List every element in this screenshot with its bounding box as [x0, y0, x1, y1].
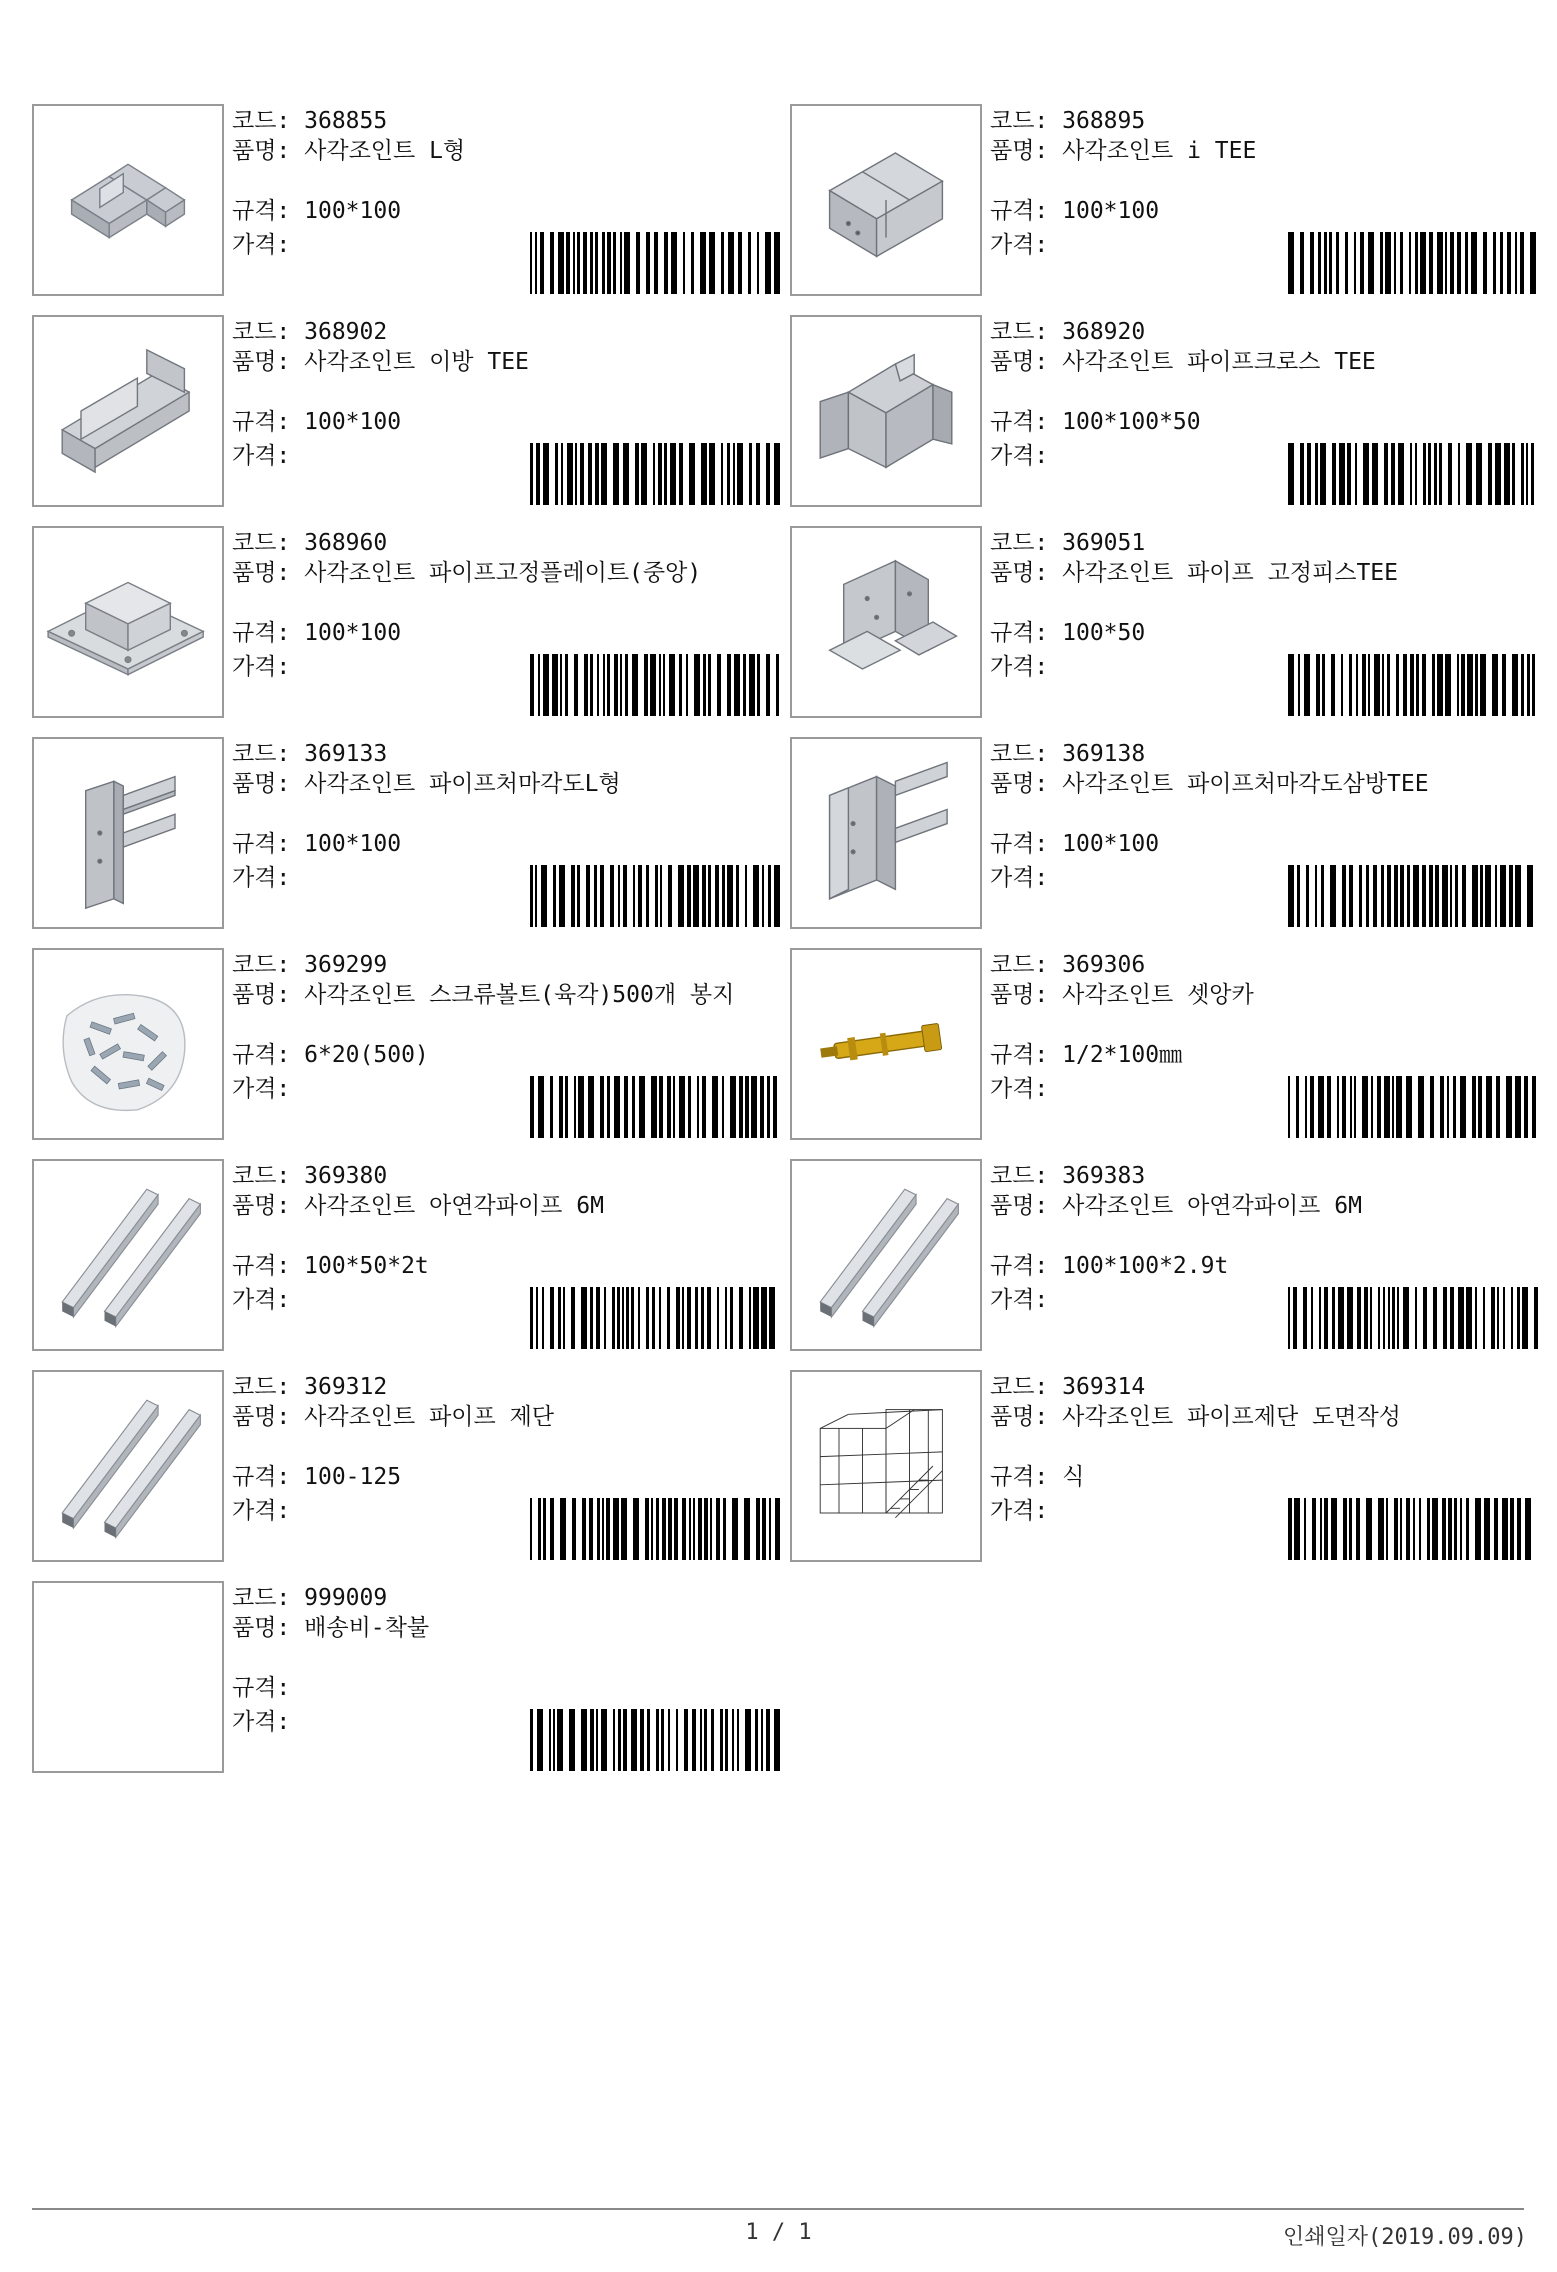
product-price: 가격: [232, 232, 291, 258]
product-card [790, 948, 1530, 1140]
product-code: 코드: 999009 [232, 1585, 388, 1611]
product-price: 가격: [990, 1498, 1049, 1524]
product-thumbnail [790, 737, 982, 929]
product-price: 가격: [232, 654, 291, 680]
product-thumbnail [32, 1159, 224, 1351]
barcode [530, 1709, 780, 1771]
barcode [1288, 1287, 1538, 1349]
product-info [232, 104, 772, 296]
product-spec: 규격: 100*100 [232, 198, 402, 224]
product-info [990, 526, 1530, 718]
product-card [790, 526, 1530, 718]
product-thumbnail [32, 104, 224, 296]
product-card [790, 1159, 1530, 1351]
product-code: 코드: 368895 [990, 108, 1146, 134]
page-number: 1 / 1 [745, 2220, 812, 2245]
product-spec: 규격: 100*100 [232, 409, 402, 435]
product-price: 가격: [232, 1076, 291, 1102]
product-thumbnail [32, 526, 224, 718]
pipe-cross-tee-icon [792, 317, 980, 505]
product-name: 품명: 사각조인트 이방 TEE [232, 349, 529, 375]
eave-angle-three-way-tee-icon [792, 739, 980, 927]
barcode [530, 1076, 780, 1138]
product-price: 가격: [990, 654, 1049, 680]
product-card [32, 1581, 772, 1773]
barcode [530, 1287, 780, 1349]
barcode [530, 654, 780, 716]
product-code: 코드: 369051 [990, 530, 1146, 556]
barcode [1288, 443, 1538, 505]
barcode [1288, 232, 1538, 294]
product-info [232, 526, 772, 718]
product-name: 품명: 사각조인트 파이프처마각도삼방TEE [990, 771, 1429, 797]
product-spec: 규격: 100*100*2.9t [990, 1253, 1229, 1279]
square-pipe-icon [34, 1161, 222, 1349]
product-info [990, 1159, 1530, 1351]
footer-divider [32, 2208, 1524, 2210]
product-info [990, 948, 1530, 1140]
product-name: 품명: 사각조인트 파이프제단 도면작성 [990, 1404, 1401, 1430]
product-thumbnail [32, 1370, 224, 1562]
product-code: 코드: 368960 [232, 530, 388, 556]
product-price: 가격: [232, 865, 291, 891]
product-spec: 규격: 100*100 [990, 198, 1160, 224]
product-info [232, 737, 772, 929]
product-name: 품명: 사각조인트 L형 [232, 138, 466, 164]
product-price: 가격: [990, 443, 1049, 469]
product-info [990, 1370, 1530, 1562]
product-card [32, 104, 772, 296]
product-name: 품명: 사각조인트 파이프 제단 [232, 1404, 555, 1430]
product-spec: 규격: 100*50*2t [232, 1253, 429, 1279]
product-price: 가격: [232, 1287, 291, 1313]
product-price: 가격: [990, 865, 1049, 891]
product-code: 코드: 369138 [990, 741, 1146, 767]
product-card [790, 315, 1530, 507]
square-pipe-icon [792, 1161, 980, 1349]
product-card [32, 948, 772, 1140]
product-thumbnail [790, 1159, 982, 1351]
product-spec: 규격: [232, 1675, 291, 1701]
i-tee-icon [792, 106, 980, 294]
product-spec: 규격: 100-125 [232, 1464, 402, 1490]
structure-drawing-icon [792, 1372, 980, 1560]
product-name: 품명: 사각조인트 파이프처마각도L형 [232, 771, 621, 797]
product-code: 코드: 369133 [232, 741, 388, 767]
product-name: 품명: 배송비-착불 [232, 1615, 430, 1641]
product-info [990, 104, 1530, 296]
product-spec: 규격: 100*50 [990, 620, 1146, 646]
screw-bag-icon [34, 950, 222, 1138]
product-price: 가격: [232, 443, 291, 469]
product-code: 코드: 368902 [232, 319, 388, 345]
product-thumbnail [790, 948, 982, 1140]
product-card [32, 1370, 772, 1562]
product-info [232, 315, 772, 507]
product-card [790, 104, 1530, 296]
barcode [530, 232, 780, 294]
product-thumbnail [32, 1581, 224, 1773]
barcode [530, 1498, 780, 1560]
set-anchor-icon [792, 950, 980, 1138]
product-card [32, 737, 772, 929]
product-code: 코드: 368855 [232, 108, 388, 134]
product-code: 코드: 369380 [232, 1163, 388, 1189]
product-thumbnail [790, 315, 982, 507]
pipe-fixing-plate-icon [34, 528, 222, 716]
product-info [232, 1159, 772, 1351]
l-joint-icon [34, 106, 222, 294]
product-thumbnail [32, 315, 224, 507]
product-price: 가격: [990, 1287, 1049, 1313]
product-name: 품명: 사각조인트 파이프고정플레이트(중앙) [232, 560, 702, 586]
product-name: 품명: 사각조인트 셋앙카 [990, 982, 1254, 1008]
product-name: 품명: 사각조인트 아연각파이프 6M [990, 1193, 1362, 1219]
barcode [1288, 654, 1538, 716]
product-name: 품명: 사각조인트 파이프크로스 TEE [990, 349, 1376, 375]
product-code: 코드: 369306 [990, 952, 1146, 978]
product-spec: 규격: 100*100 [232, 620, 402, 646]
product-spec: 규격: 100*100 [232, 831, 402, 857]
product-info [232, 1581, 772, 1773]
barcode [1288, 1076, 1538, 1138]
product-spec: 규격: 6*20(500) [232, 1042, 429, 1068]
product-thumbnail [32, 737, 224, 929]
product-thumbnail [790, 1370, 982, 1562]
product-spec: 규격: 식 [990, 1464, 1085, 1490]
product-card [32, 1159, 772, 1351]
product-card [32, 526, 772, 718]
pipe-fixing-piece-tee-icon [792, 528, 980, 716]
product-card [790, 737, 1530, 929]
barcode [530, 443, 780, 505]
square-pipe-icon [34, 1372, 222, 1560]
product-price: 가격: [990, 1076, 1049, 1102]
product-code: 코드: 369314 [990, 1374, 1146, 1400]
product-name: 품명: 사각조인트 스크류볼트(육각)500개 봉지 [232, 982, 735, 1008]
two-way-tee-icon [34, 317, 222, 505]
product-info [232, 1370, 772, 1562]
barcode [1288, 1498, 1538, 1560]
product-thumbnail [790, 526, 982, 718]
product-spec: 규격: 100*100*50 [990, 409, 1201, 435]
product-name: 품명: 사각조인트 i TEE [990, 138, 1257, 164]
product-thumbnail [32, 948, 224, 1140]
product-thumbnail [790, 104, 982, 296]
product-info [990, 315, 1530, 507]
product-card [790, 1370, 1530, 1562]
product-info [232, 948, 772, 1140]
product-info [990, 737, 1530, 929]
barcode [530, 865, 780, 927]
product-name: 품명: 사각조인트 파이프 고정피스TEE [990, 560, 1398, 586]
product-code: 코드: 369312 [232, 1374, 388, 1400]
product-card [32, 315, 772, 507]
product-name: 품명: 사각조인트 아연각파이프 6M [232, 1193, 604, 1219]
product-code: 코드: 369299 [232, 952, 388, 978]
product-price: 가격: [232, 1709, 291, 1735]
product-spec: 규격: 100*100 [990, 831, 1160, 857]
eave-angle-l-icon [34, 739, 222, 927]
print-date: 인쇄일자(2019.09.09) [1283, 2225, 1527, 2250]
barcode [1288, 865, 1538, 927]
product-code: 코드: 368920 [990, 319, 1146, 345]
product-price: 가격: [990, 232, 1049, 258]
product-code: 코드: 369383 [990, 1163, 1146, 1189]
product-price: 가격: [232, 1498, 291, 1524]
product-spec: 규격: 1/2*100㎜ [990, 1042, 1183, 1068]
